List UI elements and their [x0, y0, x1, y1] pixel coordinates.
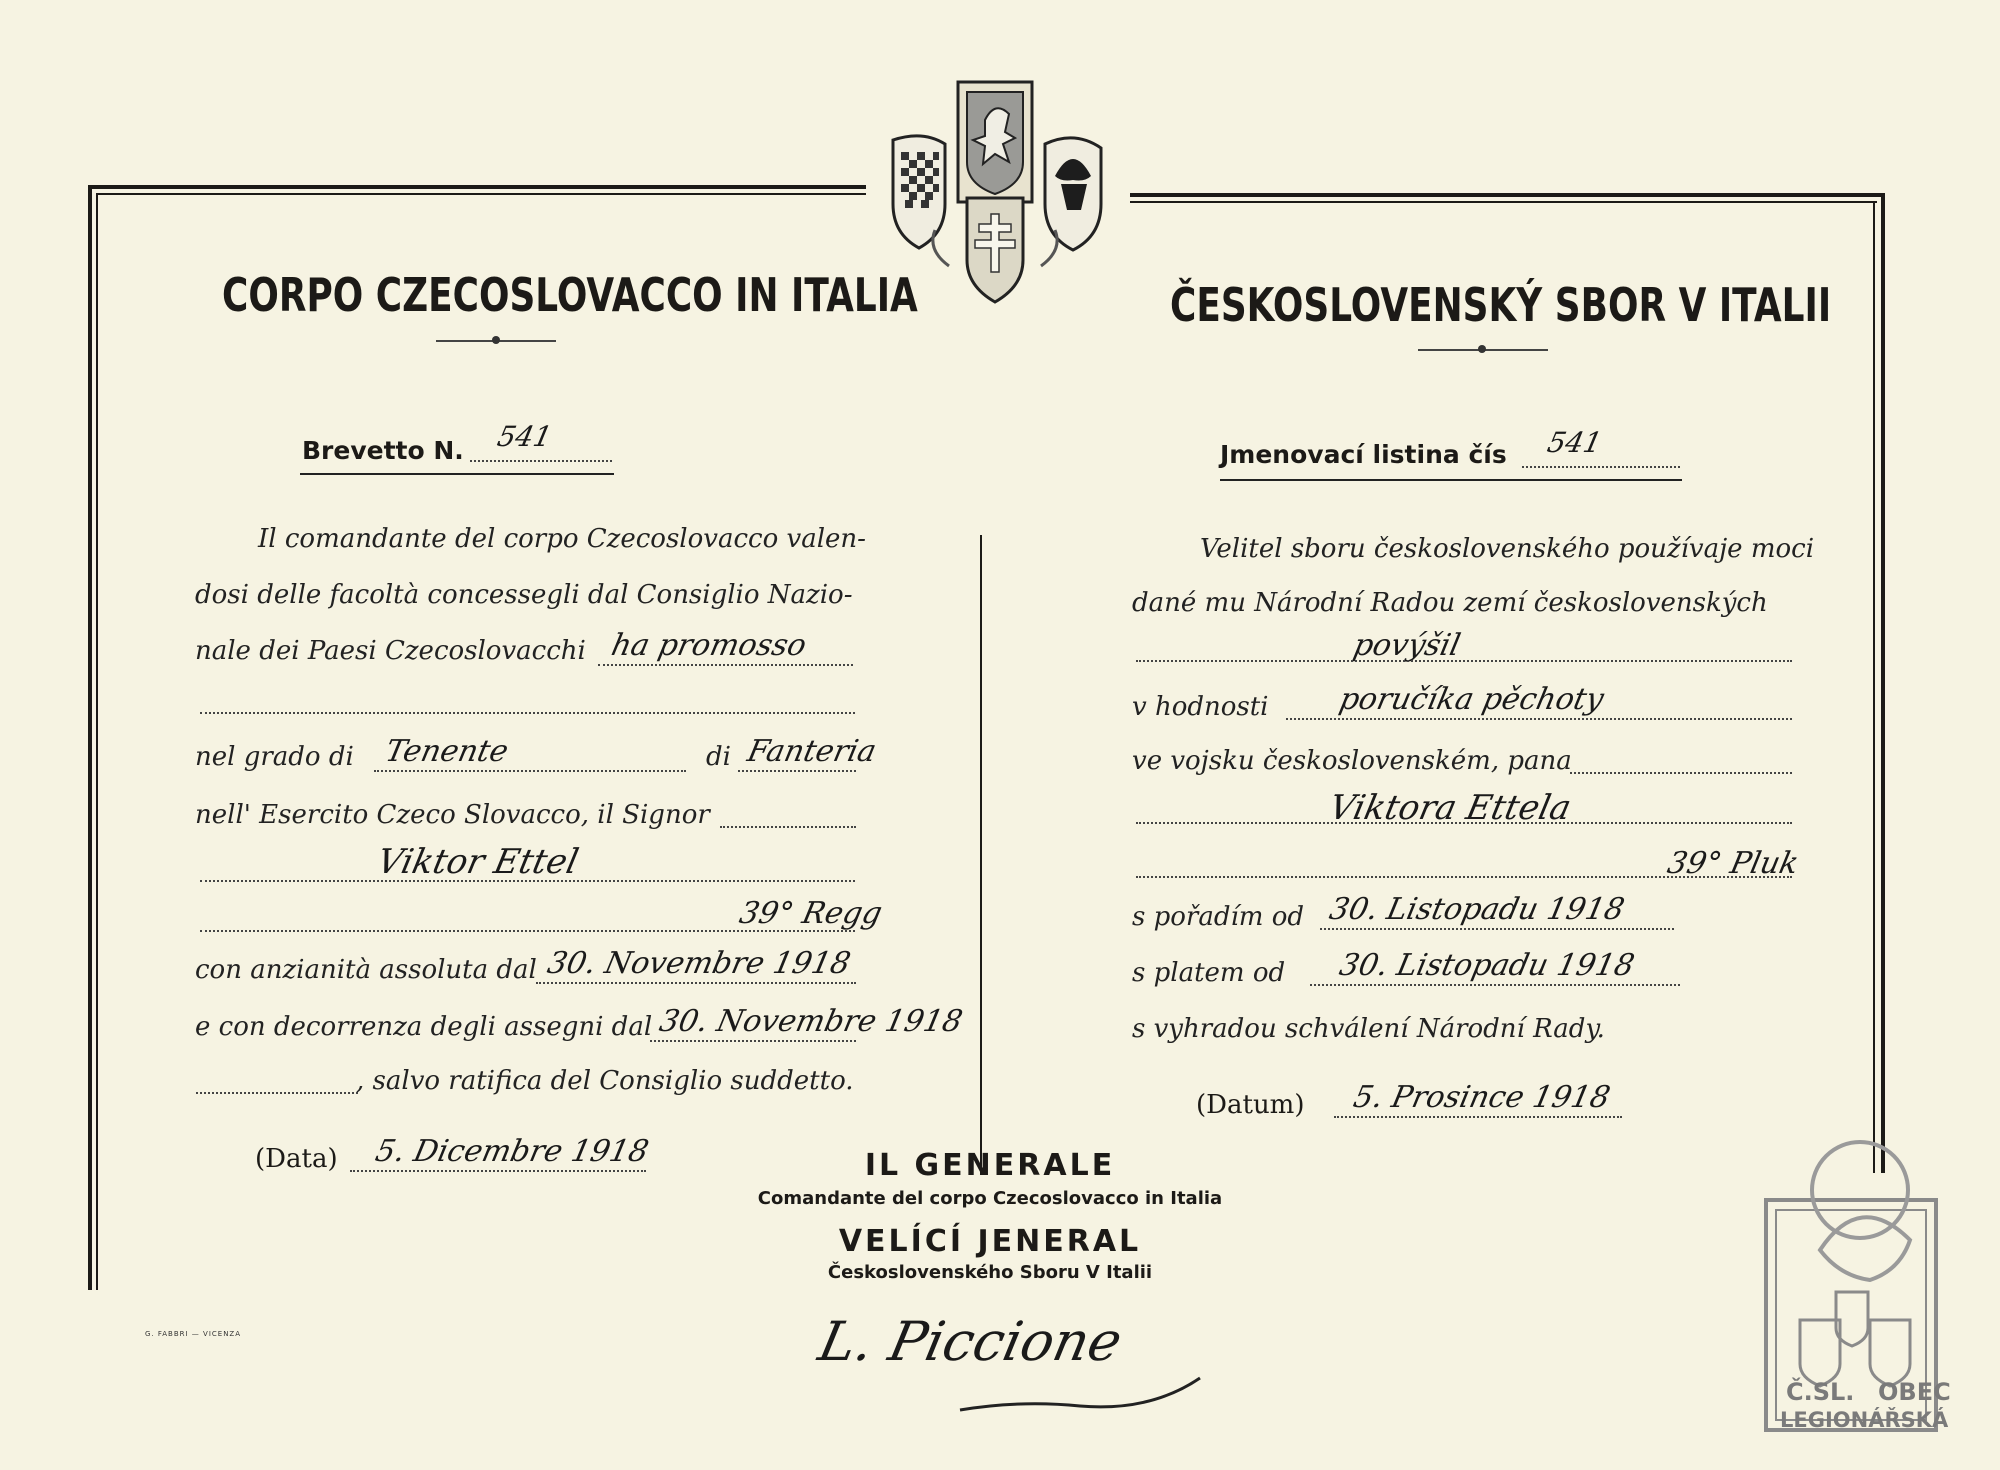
- left-text-line1: Il comandante del corpo Czecoslovacco valen-: [258, 524, 866, 554]
- left-name-dots: [200, 880, 855, 882]
- frame-right: [1881, 193, 1885, 1173]
- left-ornament-dot: [492, 336, 500, 344]
- frame-top-right: [1130, 193, 1885, 197]
- frame-top-left-inner: [96, 193, 866, 195]
- brevetto-number: 541: [494, 420, 555, 453]
- anzianita-dots: [536, 982, 856, 984]
- di-label: di: [706, 742, 731, 772]
- right-text-line1: Velitel sboru československého používaje moci: [1200, 534, 1815, 564]
- grado-label: nel grado di: [195, 742, 354, 772]
- il-generale-subtitle: Comandante del corpo Czecoslovacco in Italia: [757, 1188, 1223, 1209]
- di-hand: Fanteria: [744, 734, 880, 769]
- pluk-dots: [1136, 876, 1792, 878]
- printer-mark: G. FABBRI — VICENZA: [145, 1330, 242, 1338]
- velici-jeneral-title: VELÍCÍ JENERAL: [838, 1224, 1142, 1259]
- di-dots: [738, 770, 856, 772]
- pluk-hand: 39° Pluk: [1664, 846, 1802, 881]
- platem-dots: [1310, 984, 1680, 986]
- frame-left-inner: [96, 193, 98, 1290]
- povysil-hand: povýšil: [1350, 628, 1464, 663]
- left-promosso-dots: [598, 664, 853, 666]
- salvo-dots: [196, 1092, 358, 1094]
- regg-hand: 39° Regg: [736, 896, 886, 931]
- right-ornament-dot: [1478, 345, 1486, 353]
- poradim-hand: 30. Listopadu 1918: [1326, 892, 1628, 927]
- esercito-text: nell' Esercito Czeco Slovacco, il Signor: [195, 800, 710, 830]
- vojsko-text: ve vojsku československém, pana: [1132, 746, 1572, 776]
- anzianita-label: con anzianità assoluta dal: [195, 955, 537, 985]
- frame-right-inner: [1873, 201, 1875, 1173]
- anzianita-hand: 30. Novembre 1918: [544, 946, 854, 981]
- poradim-dots: [1320, 928, 1674, 930]
- decorrenza-hand: 30. Novembre 1918: [656, 1004, 966, 1039]
- data-dots: [350, 1170, 646, 1172]
- data-label: (Data): [255, 1144, 338, 1174]
- platem-label: s platem od: [1132, 958, 1286, 988]
- brevetto-underline: [300, 473, 614, 475]
- general-signature: L. Piccione: [813, 1310, 1128, 1373]
- listina-label: Jmenovací listina čís: [1220, 440, 1507, 469]
- grado-hand: Tenente: [382, 734, 512, 769]
- povysil-dots: [1136, 660, 1792, 662]
- frame-top-left: [88, 185, 866, 189]
- poradim-label: s pořadím od: [1132, 902, 1305, 932]
- il-generale-title: IL GENERALE: [864, 1148, 1116, 1183]
- listina-number: 541: [1544, 426, 1605, 459]
- regg-dots: [200, 930, 855, 932]
- vyhrada-text: s vyhradou schválení Národní Rady.: [1132, 1014, 1605, 1044]
- right-title: ČESKOSLOVENSKÝ SBOR V ITALII: [1170, 278, 1832, 332]
- left-text-line3: nale dei Paesi Czecoslovacchi: [195, 636, 586, 666]
- brevetto-label: Brevetto N.: [302, 436, 464, 465]
- listina-dots: [1522, 466, 1680, 468]
- listina-underline: [1220, 479, 1682, 481]
- data-hand: 5. Dicembre 1918: [372, 1134, 652, 1169]
- hodnost-label: v hodnosti: [1132, 692, 1269, 722]
- left-name-hand: Viktor Ettel: [373, 842, 583, 882]
- decorrenza-dots: [650, 1040, 856, 1042]
- left-text-line2: dosi delle facoltà concessegli dal Consiglio Nazio-: [195, 580, 853, 610]
- decorrenza-label: e con decorrenza degli assegni dal: [195, 1012, 653, 1042]
- stamp-text-line2: LEGIONÁŘSKÁ: [1780, 1408, 1949, 1432]
- hodnost-dots: [1286, 718, 1792, 720]
- platem-hand: 30. Listopadu 1918: [1336, 948, 1638, 983]
- center-divider: [980, 535, 982, 1175]
- salvo-text: , salvo ratifica del Consiglio suddetto.: [356, 1066, 854, 1096]
- left-title: CORPO CZECOSLOVACCO IN ITALIA: [222, 268, 918, 322]
- left-blank-line1: [200, 712, 855, 714]
- left-promosso-hand: ha promosso: [608, 628, 810, 663]
- grado-dots: [374, 770, 686, 772]
- esercito-dots: [720, 826, 856, 828]
- datum-label: (Datum): [1196, 1090, 1305, 1120]
- brevetto-dots: [470, 460, 612, 462]
- right-name-dots: [1136, 822, 1792, 824]
- frame-top-right-inner: [1130, 201, 1877, 203]
- frame-left: [88, 185, 92, 1290]
- velici-jeneral-subtitle: Československého Sboru V Italii: [827, 1262, 1153, 1283]
- right-name-hand: Viktora Ettela: [1325, 788, 1575, 828]
- stamp-text-line1: Č.SL.: [1786, 1378, 1855, 1406]
- signature-flourish: [950, 1370, 1210, 1430]
- vojsko-dots: [1570, 772, 1792, 774]
- datum-dots: [1334, 1116, 1622, 1118]
- right-text-line2: dané mu Národní Radou zemí československých: [1132, 588, 1768, 618]
- hodnost-hand: poručíka pěchoty: [1336, 682, 1607, 717]
- stamp-text-line1b: OBEC: [1878, 1378, 1951, 1406]
- datum-hand: 5. Prosince 1918: [1350, 1080, 1614, 1115]
